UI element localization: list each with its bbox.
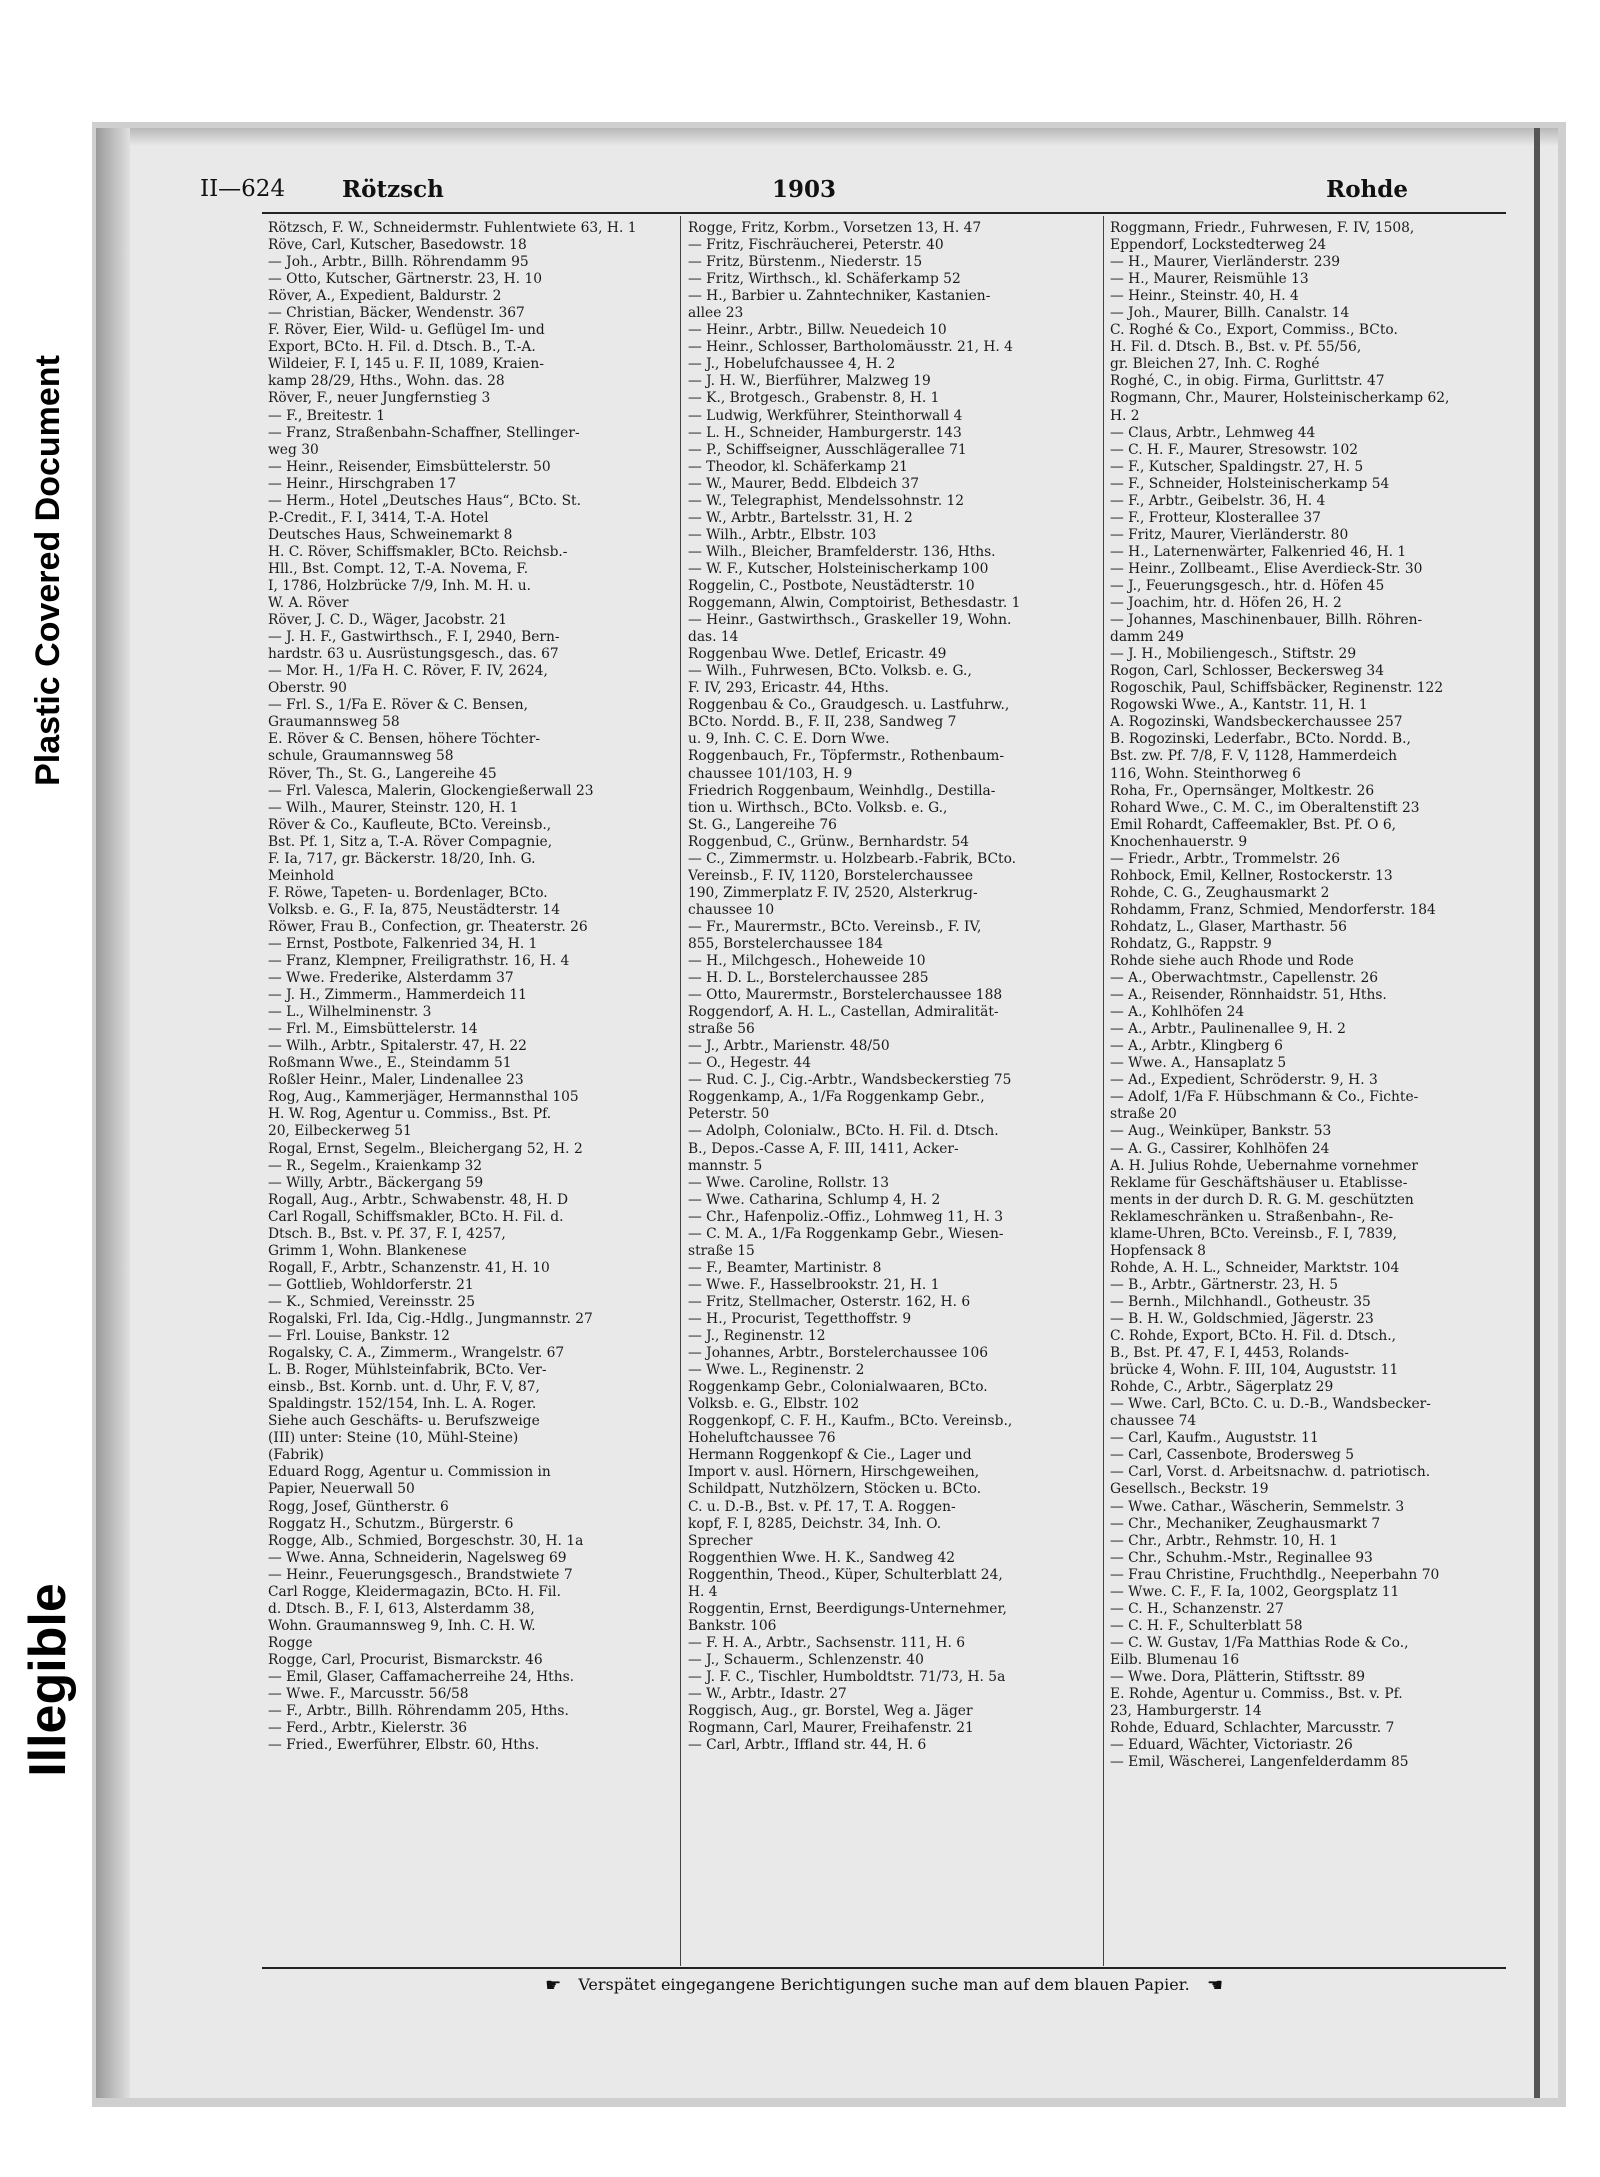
directory-entry: Schildpatt, Nutzhölzern, Stöcken u. BCto. xyxy=(688,1481,982,1498)
directory-entry: u. 9, Inh. C. C. E. Dorn Wwe. xyxy=(688,731,890,748)
directory-entry: Roggenbauch, Fr., Töpfermstr., Rothenbaum- xyxy=(688,748,1005,765)
directory-entry: Oberstr. 90 xyxy=(268,680,347,697)
directory-entry: — Emil, Wäscherei, Langenfelderdamm 85 xyxy=(1110,1754,1409,1771)
directory-entry: — J., Feuerungsgesch., htr. d. Höfen 45 xyxy=(1110,577,1385,594)
directory-entry: H. Fil. d. Dtsch. B., Bst. v. Pf. 55/56, xyxy=(1110,339,1362,356)
directory-entry: Peterstr. 50 xyxy=(688,1106,770,1123)
directory-entry: — Franz, Klempner, Freiligrathstr. 16, H. 4 xyxy=(268,953,570,970)
directory-entry: — W., Arbtr., Idastr. 27 xyxy=(688,1686,847,1703)
directory-entry: — Ludwig, Werkführer, Steinthorwall 4 xyxy=(688,407,963,424)
directory-entry: — Wwe. F., Marcusstr. 56/58 xyxy=(268,1686,469,1703)
directory-entry: Hopfensack 8 xyxy=(1110,1242,1206,1259)
directory-entry: Reklameschränken u. Straßenbahn-, Re- xyxy=(1110,1208,1394,1225)
directory-entry: straße 15 xyxy=(688,1242,755,1259)
directory-entry: Roggenkamp Gebr., Colonialwaaren, BCto. xyxy=(688,1379,988,1396)
directory-entry: — J. H. F., Gastwirthsch., F. I, 2940, Bern- xyxy=(268,629,560,646)
directory-entry: — Ernst, Postbote, Falkenried 34, H. 1 xyxy=(268,935,538,952)
directory-entry: — Wilh., Maurer, Steinstr. 120, H. 1 xyxy=(268,799,519,816)
directory-entry: — Carl, Vorst. d. Arbeitsnachw. d. patriotisch. xyxy=(1110,1464,1431,1481)
directory-entry: C. Roghé & Co., Export, Commiss., BCto. xyxy=(1110,322,1398,339)
directory-entry: mannstr. 5 xyxy=(688,1157,763,1174)
header-first-name: Rötzsch xyxy=(342,176,444,203)
directory-entry: — J. H., Mobiliengesch., Stiftstr. 29 xyxy=(1110,646,1357,663)
directory-entry: — C. H. F., Schulterblatt 58 xyxy=(1110,1617,1303,1634)
column-divider xyxy=(680,216,681,1966)
directory-entry: — Mor. H., 1/Fa H. C. Röver, F. IV, 2624, xyxy=(268,663,548,680)
directory-entry: — Willy, Arbtr., Bäckergang 59 xyxy=(268,1174,484,1191)
directory-entry: Rohde siehe auch Rhode und Rode xyxy=(1110,953,1354,970)
directory-entry: — F., Frotteur, Klosterallee 37 xyxy=(1110,509,1321,526)
directory-entry: E. Rohde, Agentur u. Commiss., Bst. v. Pf. xyxy=(1110,1686,1403,1703)
directory-entry: allee 23 xyxy=(688,305,744,322)
directory-entry: — Wwe. Cathar., Wäscherin, Semmelstr. 3 xyxy=(1110,1498,1405,1515)
directory-entry: Rog, Aug., Kammerjäger, Hermannsthal 105 xyxy=(268,1089,579,1106)
directory-entry: — C., Zimmermstr. u. Holzbearb.-Fabrik, BCto. xyxy=(688,850,1017,867)
directory-entry: Röwer, Frau B., Confection, gr. Theaterstr. 26 xyxy=(268,918,588,935)
directory-entry: — J. F. C., Tischler, Humboldtstr. 71/73, H. 5a xyxy=(688,1668,1006,1685)
plastic-covered-text: Plastic Covered Document xyxy=(28,354,67,786)
directory-entry: Roggmann, Friedr., Fuhrwesen, F. IV, 1508, xyxy=(1110,220,1415,236)
directory-entry: Roßler Heinr., Maler, Lindenallee 23 xyxy=(268,1072,524,1089)
directory-entry: — Carl, Kaufm., Auguststr. 11 xyxy=(1110,1430,1319,1447)
directory-entry: ments in der durch D. R. G. M. geschützten xyxy=(1110,1191,1414,1208)
directory-entry: — Wwe. L., Reginenstr. 2 xyxy=(688,1362,865,1379)
directory-entry: A. H. Julius Rohde, Uebernahme vornehmer xyxy=(1110,1157,1418,1174)
directory-entry: — Bernh., Milchhandl., Gotheustr. 35 xyxy=(1110,1293,1371,1310)
directory-entry: C. Rohde, Export, BCto. H. Fil. d. Dtsch., xyxy=(1110,1328,1397,1345)
header-page-number: II—624 xyxy=(200,176,286,202)
directory-entry: — Carl, Arbtr., Iffland str. 44, H. 6 xyxy=(688,1737,927,1754)
directory-entry: H. 4 xyxy=(688,1583,718,1600)
directory-entry: — F., Arbtr., Billh. Röhrendamm 205, Hths. xyxy=(268,1703,569,1720)
directory-entry: B., Bst. Pf. 47, F. I, 4453, Rolands- xyxy=(1110,1345,1349,1362)
directory-entry: Hll., Bst. Compt. 12, T.-A. Novema, F. xyxy=(268,560,529,577)
directory-entry: Rohdatz, L., Glaser, Marthastr. 56 xyxy=(1110,918,1347,935)
directory-entry: chaussee 101/103, H. 9 xyxy=(688,765,853,782)
directory-entry: Knochenhauerstr. 9 xyxy=(1110,833,1248,850)
directory-entry: Spaldingstr. 152/154, Inh. L. A. Roger. xyxy=(268,1396,537,1413)
directory-entry: — B. H. W., Goldschmied, Jägerstr. 23 xyxy=(1110,1311,1374,1327)
plastic-covered-label xyxy=(18,290,78,850)
directory-entry: Rohde, C., Arbtr., Sägerplatz 29 xyxy=(1110,1379,1334,1396)
directory-entry: chaussee 10 xyxy=(688,901,775,918)
directory-entry: Import v. ausl. Hörnern, Hirschgeweihen, xyxy=(688,1464,980,1481)
directory-entry: — Wilh., Fuhrwesen, BCto. Volksb. e. G., xyxy=(688,663,972,680)
directory-entry: — W., Arbtr., Bartelsstr. 31, H. 2 xyxy=(688,509,913,526)
directory-entry: F. IV, 293, Ericastr. 44, Hths. xyxy=(688,680,889,697)
directory-entry: Bst. zw. Pf. 7/8, F. V, 1128, Hammerdeich xyxy=(1110,748,1397,765)
directory-entry: W. A. Röver xyxy=(268,595,349,612)
directory-entry: straße 20 xyxy=(1110,1106,1177,1123)
directory-entry: P.-Credit., F. I, 3414, T.-A. Hotel xyxy=(268,509,489,526)
directory-entry: — Adolf, 1/Fa F. Hübschmann & Co., Fichte- xyxy=(1110,1089,1419,1106)
directory-entry: H. W. Rog, Agentur u. Commiss., Bst. Pf. xyxy=(268,1106,552,1123)
directory-entry: Roghé, C., in obig. Firma, Gurlittstr. 47 xyxy=(1110,373,1385,390)
directory-entry: Röver, Th., St. G., Langereihe 45 xyxy=(268,765,497,782)
directory-entry: — Frau Christine, Fruchthdlg., Neeperbahn 70 xyxy=(1110,1566,1440,1583)
directory-entry: Rogmann, Chr., Maurer, Holsteinischerkamp 62, xyxy=(1110,390,1450,407)
footer-note: Verspätet eingegangene Berichtigungen suche man auf dem blauen Papier. xyxy=(578,1975,1190,1994)
directory-entry: Rohde, A. H. L., Schneider, Marktstr. 104 xyxy=(1110,1259,1400,1276)
directory-entry: — Frl. Louise, Bankstr. 12 xyxy=(268,1328,450,1345)
directory-entry: Roggisch, Aug., gr. Borstel, Weg a. Jäger xyxy=(688,1703,973,1720)
directory-entry: Roggenbau Wwe. Detlef, Ericastr. 49 xyxy=(688,646,947,663)
directory-entry: Rohbock, Emil, Kellner, Rostockerstr. 13 xyxy=(1110,867,1393,884)
directory-entry: d. Dtsch. B., F. I, 613, Alsterdamm 38, xyxy=(268,1600,535,1617)
directory-entry: — Heinr., Schlosser, Bartholomäusstr. 21, H. 4 xyxy=(688,339,1013,356)
directory-entry: Rötzsch, F. W., Schneidermstr. Fuhlentwiete 63, H. 1 xyxy=(268,220,637,236)
directory-entry: — Heinr., Feuerungsgesch., Brandstwiete 7 xyxy=(268,1566,573,1583)
directory-entry: Wohn. Graumannsweg 9, Inh. C. H. W. xyxy=(268,1617,536,1634)
directory-entry: Rohdatz, G., Rappstr. 9 xyxy=(1110,935,1272,952)
directory-entry: — Fried., Ewerführer, Elbstr. 60, Hths. xyxy=(268,1737,540,1754)
directory-entry: — Frl. S., 1/Fa E. Röver & C. Bensen, xyxy=(268,697,529,714)
directory-entry: Volksb. e. G., Elbstr. 102 xyxy=(688,1396,860,1413)
directory-entry: — Aug., Weinküper, Bankstr. 53 xyxy=(1110,1123,1332,1140)
directory-entry: H. C. Röver, Schiffsmakler, BCto. Reichsb.- xyxy=(268,543,568,560)
directory-entry: — J., Schauerm., Schlenzenstr. 40 xyxy=(688,1651,924,1668)
directory-entry: F. Röver, Eier, Wild- u. Geflügel Im- und xyxy=(268,322,545,339)
directory-entry: Vereinsb., F. IV, 1120, Borstelerchaussee xyxy=(688,867,974,884)
directory-entry: — Christian, Bäcker, Wendenstr. 367 xyxy=(268,305,525,322)
directory-entry: klame-Uhren, BCto. Vereinsb., F. I, 7839, xyxy=(1110,1225,1398,1242)
directory-entry: Roggenbud, C., Grünw., Bernhardstr. 54 xyxy=(688,833,970,850)
directory-entry: Deutsches Haus, Schweinemarkt 8 xyxy=(268,526,513,543)
directory-entry: — Heinr., Reisender, Eimsbüttelerstr. 50 xyxy=(268,458,551,475)
binding-shadow xyxy=(96,128,130,2098)
illegible-text: Illegible xyxy=(19,1583,78,1777)
directory-entry: — Fritz, Maurer, Vierländerstr. 80 xyxy=(1110,526,1349,543)
page-header xyxy=(200,176,1408,206)
directory-entry: Bankstr. 106 xyxy=(688,1617,777,1634)
directory-entry: — Eduard, Wächter, Victoriastr. 26 xyxy=(1110,1737,1353,1754)
directory-entry: — H., Maurer, Reismühle 13 xyxy=(1110,271,1309,288)
directory-entry: Rogmann, Carl, Maurer, Freihafenstr. 21 xyxy=(688,1720,974,1737)
directory-entry: — R., Segelm., Kraienkamp 32 xyxy=(268,1157,483,1174)
directory-entry: Bst. Pf. 1, Sitz a, T.-A. Röver Compagnie, xyxy=(268,833,553,850)
directory-entry: — A., Reisender, Rönnhaidstr. 51, Hths. xyxy=(1110,987,1387,1004)
directory-entry: — Wwe. Dora, Plätterin, Stiftsstr. 89 xyxy=(1110,1668,1366,1685)
directory-entry: — C. H., Schanzenstr. 27 xyxy=(1110,1600,1284,1617)
directory-entry: Carl Rogall, Schiffsmakler, BCto. H. Fil. d. xyxy=(268,1208,564,1225)
directory-entry: — B., Arbtr., Gärtnerstr. 23, H. 5 xyxy=(1110,1276,1339,1293)
directory-entry: — L., Wilhelminenstr. 3 xyxy=(268,1004,432,1021)
directory-entry: — Fritz, Stellmacher, Osterstr. 162, H. 6 xyxy=(688,1293,971,1310)
directory-entry: — Wwe. A., Hansaplatz 5 xyxy=(1110,1055,1287,1072)
directory-entry: 23, Hamburgerstr. 14 xyxy=(1110,1703,1262,1720)
directory-entry: — Heinr., Hirschgraben 17 xyxy=(268,475,457,492)
directory-entry: Friedrich Roggenbaum, Weinhdlg., Destilla- xyxy=(688,782,996,799)
directory-entry: — Wwe. Anna, Schneiderin, Nagelsweg 69 xyxy=(268,1549,567,1566)
directory-entry: B., Depos.-Casse A, F. III, 1411, Acker- xyxy=(688,1140,959,1157)
directory-entry: — Friedr., Arbtr., Trommelstr. 26 xyxy=(1110,850,1341,867)
directory-entry: — P., Schiffseigner, Ausschlägerallee 71 xyxy=(688,441,967,458)
directory-entry: Export, BCto. H. Fil. d. Dtsch. B., T.-A. xyxy=(268,339,536,356)
directory-entry: (Fabrik) xyxy=(268,1447,324,1464)
directory-entry: — Wwe. Frederike, Alsterdamm 37 xyxy=(268,970,514,987)
directory-entry: — W., Maurer, Bedd. Elbdeich 37 xyxy=(688,475,919,492)
directory-entry: — L. H., Schneider, Hamburgerstr. 143 xyxy=(688,424,962,441)
directory-entry: 190, Zimmerplatz F. IV, 2520, Alsterkrug- xyxy=(688,884,978,901)
directory-entry: Meinhold xyxy=(268,867,335,884)
directory-entry: — Wwe. F., Hasselbrookstr. 21, H. 1 xyxy=(688,1276,940,1293)
directory-entry: Emil Rohardt, Caffeemakler, Bst. Pf. O 6, xyxy=(1110,816,1396,833)
directory-entry: — Wwe. Carl, BCto. C. u. D.-B., Wandsbecker- xyxy=(1110,1396,1431,1413)
illegible-label xyxy=(18,1440,78,1920)
directory-entry: Rogalski, Frl. Ida, Cig.-Hdlg., Jungmannstr. 27 xyxy=(268,1311,593,1327)
directory-entry: — Joh., Arbtr., Billh. Röhrendamm 95 xyxy=(268,254,529,271)
directory-entry: — H., Milchgesch., Hoheweide 10 xyxy=(688,953,926,970)
directory-entry: F. Röwe, Tapeten- u. Bordenlager, BCto. xyxy=(268,884,548,901)
directory-column-1 xyxy=(268,220,676,1754)
directory-entry: Roggenthien Wwe. H. K., Sandweg 42 xyxy=(688,1549,956,1566)
directory-entry: Eilb. Blumenau 16 xyxy=(1110,1651,1240,1668)
directory-entry: Rohde, Eduard, Schlachter, Marcusstr. 7 xyxy=(1110,1720,1395,1737)
directory-entry: — K., Brotgesch., Grabenstr. 8, H. 1 xyxy=(688,390,940,407)
directory-entry: Rogge xyxy=(268,1634,313,1651)
directory-entry: Röver, F., neuer Jungfernstieg 3 xyxy=(268,390,491,407)
directory-entry: — Chr., Mechaniker, Zeughausmarkt 7 xyxy=(1110,1515,1381,1532)
header-last-name: Rohde xyxy=(1326,176,1408,203)
directory-entry: Roggelin, C., Postbote, Neustädterstr. 10 xyxy=(688,577,975,594)
directory-entry: kopf, F. I, 8285, Deichstr. 34, Inh. O. xyxy=(688,1515,942,1532)
directory-entry: kamp 28/29, Hths., Wohn. das. 28 xyxy=(268,373,505,390)
directory-entry: Eduard Rogg, Agentur u. Commission in xyxy=(268,1464,551,1481)
pointing-hand-icon: ☛ xyxy=(545,1975,562,1996)
directory-entry: Papier, Neuerwall 50 xyxy=(268,1481,415,1498)
directory-entry: Gesellsch., Beckstr. 19 xyxy=(1110,1481,1269,1498)
directory-entry: 20, Eilbeckerweg 51 xyxy=(268,1123,412,1140)
directory-entry: Eppendorf, Lockstedterweg 24 xyxy=(1110,237,1327,254)
directory-entry: — Fr., Maurermstr., BCto. Vereinsb., F. IV, xyxy=(688,918,982,935)
directory-entry: 855, Borstelerchaussee 184 xyxy=(688,935,884,952)
directory-entry: — Johannes, Maschinenbauer, Billh. Röhren- xyxy=(1110,612,1423,629)
header-year: 1903 xyxy=(771,176,836,203)
directory-entry: Rogge, Carl, Procurist, Bismarckstr. 46 xyxy=(268,1651,543,1668)
directory-entry: Rogge, Fritz, Korbm., Vorsetzen 13, H. 47 xyxy=(688,220,982,236)
directory-entry: — Wilh., Arbtr., Elbstr. 103 xyxy=(688,526,877,543)
directory-entry: — Wwe. Caroline, Rollstr. 13 xyxy=(688,1174,889,1191)
directory-entry: Rogall, F., Arbtr., Schanzenstr. 41, H. 10 xyxy=(268,1259,550,1276)
directory-entry: — K., Schmied, Vereinsstr. 25 xyxy=(268,1293,476,1310)
directory-entry: — Theodor, kl. Schäferkamp 21 xyxy=(688,458,908,475)
directory-entry: einsb., Bst. Kornb. unt. d. Uhr, F. V, 87, xyxy=(268,1379,540,1396)
directory-entry: schule, Graumannsweg 58 xyxy=(268,748,454,765)
directory-entry: (III) unter: Steine (10, Mühl-Steine) xyxy=(268,1430,519,1447)
directory-entry: Rogge, Alb., Schmied, Borgeschstr. 30, H. 1a xyxy=(268,1532,584,1549)
directory-entry: — Joachim, htr. d. Höfen 26, H. 2 xyxy=(1110,595,1342,612)
directory-entry: — Chr., Arbtr., Rehmstr. 10, H. 1 xyxy=(1110,1532,1338,1549)
directory-entry: Röver, J. C. D., Wäger, Jacobstr. 21 xyxy=(268,612,508,629)
directory-entry: — J., Hobelufchaussee 4, H. 2 xyxy=(688,356,896,373)
directory-entry: C. u. D.-B., Bst. v. Pf. 17, T. A. Roggen- xyxy=(688,1498,956,1515)
directory-entry: — Fritz, Fischräucherei, Peterstr. 40 xyxy=(688,237,944,254)
directory-entry: brücke 4, Wohn. F. III, 104, Auguststr. 11 xyxy=(1110,1362,1399,1379)
directory-entry: — A., Oberwachtmstr., Capellenstr. 26 xyxy=(1110,970,1379,987)
directory-entry: weg 30 xyxy=(268,441,319,458)
directory-entry: — Frl. M., Eimsbüttelerstr. 14 xyxy=(268,1021,478,1038)
directory-entry: — J. H., Zimmerm., Hammerdeich 11 xyxy=(268,987,527,1004)
directory-entry: Hermann Roggenkopf & Cie., Lager und xyxy=(688,1447,972,1464)
footer-rule xyxy=(262,1967,1506,1969)
directory-entry: Graumannsweg 58 xyxy=(268,714,400,731)
directory-entry: — Heinr., Zollbeamt., Elise Averdieck-Str. 30 xyxy=(1110,560,1423,577)
directory-entry: Hoheluftchaussee 76 xyxy=(688,1430,836,1447)
directory-entry: Roggenkopf, C. F. H., Kaufm., BCto. Vereinsb., xyxy=(688,1413,1013,1430)
directory-entry: Roggendorf, A. H. L., Castellan, Admiralität- xyxy=(688,1004,999,1021)
directory-entry: Rogalsky, C. A., Zimmerm., Wrangelstr. 67 xyxy=(268,1345,565,1362)
directory-entry: — Adolph, Colonialw., BCto. H. Fil. d. Dtsch. xyxy=(688,1123,999,1140)
directory-entry: tion u. Wirthsch., BCto. Volksb. e. G., xyxy=(688,799,948,816)
directory-entry: B. Rogozinski, Lederfabr., BCto. Nordd. B., xyxy=(1110,731,1411,748)
directory-entry: — Wilh., Bleicher, Bramfelderstr. 136, Hths. xyxy=(688,543,996,560)
directory-entry: — F., Beamter, Martinistr. 8 xyxy=(688,1259,882,1276)
directory-entry: — F., Kutscher, Spaldingstr. 27, H. 5 xyxy=(1110,458,1364,475)
directory-entry: — Emil, Glaser, Caffamacherreihe 24, Hths. xyxy=(268,1668,575,1685)
directory-entry: — Ferd., Arbtr., Kielerstr. 36 xyxy=(268,1720,468,1737)
directory-entry: Rogg, Josef, Güntherstr. 6 xyxy=(268,1498,449,1515)
directory-entry: Roßmann Wwe., E., Steindamm 51 xyxy=(268,1055,512,1072)
directory-entry: — F. H. A., Arbtr., Sachsenstr. 111, H. 6 xyxy=(688,1634,966,1651)
directory-entry: — Franz, Straßenbahn-Schaffner, Stellinger- xyxy=(268,424,580,441)
directory-entry: Volksb. e. G., F. Ia, 875, Neustädterstr. 14 xyxy=(268,901,560,918)
directory-entry: — Ad., Expedient, Schröderstr. 9, H. 3 xyxy=(1110,1072,1378,1089)
directory-entry: — F., Breitestr. 1 xyxy=(268,407,386,424)
directory-entry: Siehe auch Geschäfts- u. Berufszweige xyxy=(268,1413,540,1430)
directory-entry: — Heinr., Steinstr. 40, H. 4 xyxy=(1110,288,1299,305)
directory-entry: — Otto, Maurermstr., Borstelerchaussee 188 xyxy=(688,987,1003,1004)
directory-entry: Roggenthin, Theod., Küper, Schulterblatt 24, xyxy=(688,1566,1003,1583)
directory-entry: — O., Hegestr. 44 xyxy=(688,1055,812,1072)
directory-entry: straße 56 xyxy=(688,1021,755,1038)
directory-entry: — A. G., Cassirer, Kohlhöfen 24 xyxy=(1110,1140,1330,1157)
directory-entry: — Frl. Valesca, Malerin, Glockengießerwall 23 xyxy=(268,782,594,799)
directory-entry: — H., Maurer, Vierländerstr. 239 xyxy=(1110,254,1341,271)
directory-entry: Roggenkamp, A., 1/Fa Roggenkamp Gebr., xyxy=(688,1089,985,1106)
directory-entry: — Wilh., Arbtr., Spitalerstr. 47, H. 22 xyxy=(268,1038,527,1055)
directory-entry: Röver, A., Expedient, Baldurstr. 2 xyxy=(268,288,502,305)
directory-entry: — C. W. Gustav, 1/Fa Matthias Rode & Co., xyxy=(1110,1634,1409,1651)
directory-entry: Roggentin, Ernst, Beerdigungs-Unternehmer, xyxy=(688,1600,1007,1617)
directory-entry: — Joh., Maurer, Billh. Canalstr. 14 xyxy=(1110,305,1350,322)
directory-entry: — Rud. C. J., Cig.-Arbtr., Wandsbeckerstieg 75 xyxy=(688,1072,1012,1089)
pointing-hand-icon: ☛ xyxy=(1206,1975,1223,1996)
directory-entry: — H. D. L., Borstelerchaussee 285 xyxy=(688,970,929,987)
directory-entry: Reklame für Geschäftshäuser u. Etablisse- xyxy=(1110,1174,1408,1191)
directory-entry: — Heinr., Arbtr., Billw. Neuedeich 10 xyxy=(688,322,947,339)
directory-entry: — Wwe. Catharina, Schlump 4, H. 2 xyxy=(688,1191,941,1208)
directory-entry: Rohde, C. G., Zeughausmarkt 2 xyxy=(1110,884,1330,901)
directory-entry: — Gottlieb, Wohldorferstr. 21 xyxy=(268,1276,474,1293)
directory-entry: Rogall, Aug., Arbtr., Schwabenstr. 48, H. D xyxy=(268,1191,569,1208)
directory-entry: L. B. Roger, Mühlsteinfabrik, BCto. Ver- xyxy=(268,1362,547,1379)
directory-entry: damm 249 xyxy=(1110,629,1184,646)
directory-entry: 116, Wohn. Steinthorweg 6 xyxy=(1110,765,1301,782)
directory-entry: — H., Laternenwärter, Falkenried 46, H. 1 xyxy=(1110,543,1407,560)
directory-entry: A. Rogozinski, Wandsbeckerchaussee 257 xyxy=(1110,714,1403,731)
page-footer xyxy=(262,1975,1506,1996)
directory-entry: Grimm 1, Wohn. Blankenese xyxy=(268,1242,467,1259)
directory-entry: Rogowski Wwe., A., Kantstr. 11, H. 1 xyxy=(1110,697,1368,714)
directory-entry: — J., Reginenstr. 12 xyxy=(688,1328,826,1345)
directory-entry: Wildeier, F. I, 145 u. F. II, 1089, Kraien- xyxy=(268,356,544,373)
directory-entry: — J. H. W., Bierführer, Malzweg 19 xyxy=(688,373,931,390)
directory-entry: — J., Arbtr., Marienstr. 48/50 xyxy=(688,1038,890,1055)
directory-entry: — H., Barbier u. Zahntechniker, Kastanien- xyxy=(688,288,991,305)
directory-entry: Rogoschik, Paul, Schiffsbäcker, Reginenstr. 122 xyxy=(1110,680,1444,697)
directory-entry: — Fritz, Wirthsch., kl. Schäferkamp 52 xyxy=(688,271,961,288)
directory-entry: — A., Arbtr., Klingberg 6 xyxy=(1110,1038,1283,1055)
directory-entry: — Herm., Hotel „Deutsches Haus“, BCto. St. xyxy=(268,492,581,509)
directory-entry: Rogon, Carl, Schlosser, Beckersweg 34 xyxy=(1110,663,1384,680)
directory-entry: — H., Procurist, Tegetthoffstr. 9 xyxy=(688,1311,912,1327)
directory-entry: Carl Rogge, Kleidermagazin, BCto. H. Fil. xyxy=(268,1583,561,1600)
directory-entry: — Johannes, Arbtr., Borstelerchaussee 106 xyxy=(688,1345,989,1362)
directory-entry: — A., Arbtr., Paulinenallee 9, H. 2 xyxy=(1110,1021,1346,1038)
header-rule xyxy=(262,212,1506,214)
directory-entry: — F., Schneider, Holsteinischerkamp 54 xyxy=(1110,475,1390,492)
directory-entry: St. G., Langereihe 76 xyxy=(688,816,837,833)
directory-entry: Rogal, Ernst, Segelm., Bleichergang 52, H. 2 xyxy=(268,1140,583,1157)
directory-entry: — Otto, Kutscher, Gärtnerstr. 23, H. 10 xyxy=(268,271,542,288)
directory-entry: — Chr., Schuhm.-Mstr., Reginallee 93 xyxy=(1110,1549,1373,1566)
directory-entry: — Wwe. C. F., F. Ia, 1002, Georgsplatz 11 xyxy=(1110,1583,1400,1600)
directory-entry: — C. M. A., 1/Fa Roggenkamp Gebr., Wiesen- xyxy=(688,1225,1004,1242)
page-edge xyxy=(1534,128,1540,2098)
directory-entry: — Claus, Arbtr., Lehmweg 44 xyxy=(1110,424,1316,441)
directory-entry: — Fritz, Bürstenm., Niederstr. 15 xyxy=(688,254,923,271)
directory-column-3 xyxy=(1110,220,1508,1771)
directory-entry: Roggenbau & Co., Graudgesch. u. Lastfuhrw., xyxy=(688,697,1010,714)
directory-entry: — Heinr., Gastwirthsch., Graskeller 19, Wohn. xyxy=(688,612,1012,629)
directory-entry: — Chr., Hafenpoliz.-Offiz., Lohmweg 11, H. 3 xyxy=(688,1208,1004,1225)
directory-entry: — W., Telegraphist, Mendelssohnstr. 12 xyxy=(688,492,965,509)
directory-entry: Sprecher xyxy=(688,1532,753,1549)
directory-entry: — Carl, Cassenbote, Brodersweg 5 xyxy=(1110,1447,1355,1464)
directory-entry: hardstr. 63 u. Ausrüstungsgesch., das. 67 xyxy=(268,646,559,663)
directory-entry: Rohdamm, Franz, Schmied, Mendorferstr. 184 xyxy=(1110,901,1436,918)
directory-entry: BCto. Nordd. B., F. II, 238, Sandweg 7 xyxy=(688,714,957,731)
directory-entry: Rohard Wwe., C. M. C., im Oberaltenstift 23 xyxy=(1110,799,1420,816)
directory-entry: Röve, Carl, Kutscher, Basedowstr. 18 xyxy=(268,237,527,254)
directory-column-2 xyxy=(688,220,1098,1754)
directory-entry: chaussee 74 xyxy=(1110,1413,1197,1430)
directory-entry: E. Röver & C. Bensen, höhere Töchter- xyxy=(268,731,541,748)
directory-entry: — W. F., Kutscher, Holsteinischerkamp 100 xyxy=(688,560,989,577)
directory-entry: Roha, Fr., Opernsänger, Moltkestr. 26 xyxy=(1110,782,1375,799)
directory-entry: Roggatz H., Schutzm., Bürgerstr. 6 xyxy=(268,1515,514,1532)
directory-entry: F. Ia, 717, gr. Bäckerstr. 18/20, Inh. G. xyxy=(268,850,536,867)
directory-entry: Dtsch. B., Bst. v. Pf. 37, F. I, 4257, xyxy=(268,1225,506,1242)
directory-entry: — A., Kohlhöfen 24 xyxy=(1110,1004,1245,1021)
directory-entry: gr. Bleichen 27, Inh. C. Roghé xyxy=(1110,356,1320,373)
directory-entry: Roggemann, Alwin, Comptoirist, Bethesdastr. 1 xyxy=(688,595,1021,612)
directory-entry: das. 14 xyxy=(688,629,739,646)
directory-entry: — C. H. F., Maurer, Stresowstr. 102 xyxy=(1110,441,1359,458)
directory-entry: I, 1786, Holzbrücke 7/9, Inh. M. H. u. xyxy=(268,577,532,594)
directory-entry: — F., Arbtr., Geibelstr. 36, H. 4 xyxy=(1110,492,1326,509)
directory-entry: Röver & Co., Kaufleute, BCto. Vereinsb., xyxy=(268,816,552,833)
column-divider xyxy=(1103,216,1104,1966)
directory-entry: H. 2 xyxy=(1110,407,1140,424)
